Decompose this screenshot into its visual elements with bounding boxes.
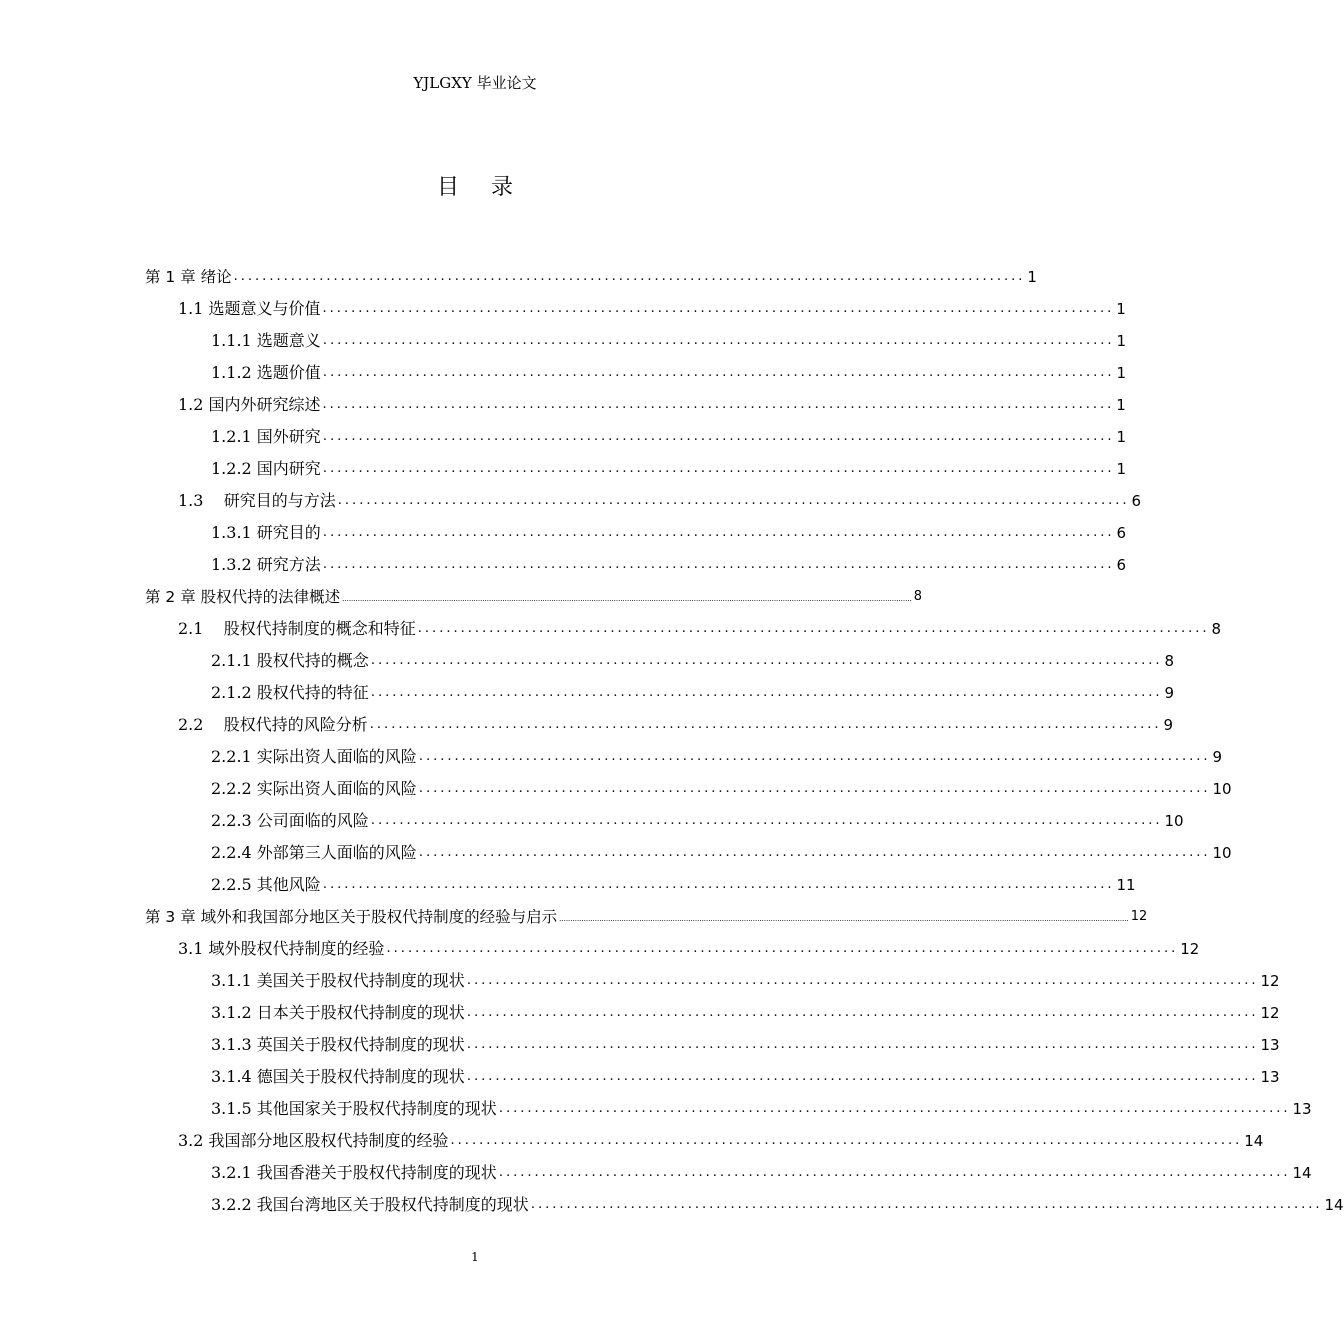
toc-entry-label: 2.1.2 股权代持的特征 bbox=[211, 683, 369, 702]
toc-entry-label: 1.2.1 国外研究 bbox=[211, 427, 321, 446]
toc-entry-2-1-1[interactable] bbox=[211, 641, 1175, 671]
toc-entry-label: 第 1 章 绪论 bbox=[145, 268, 232, 286]
dot-leader: ............................................................................................................... bbox=[386, 941, 1179, 956]
dot-leader: ............................................................................................................... bbox=[450, 1133, 1243, 1148]
toc-entry-2-2[interactable] bbox=[178, 705, 1174, 735]
toc-entry-page: 14 bbox=[1244, 1132, 1264, 1150]
toc-entry-3-1-5[interactable] bbox=[211, 1089, 1312, 1119]
toc-entry-page: 9 bbox=[1212, 748, 1223, 766]
toc-entry-label: 第 3 章 域外和我国部分地区关于股权代持制度的经验与启示 bbox=[145, 908, 558, 926]
toc-entry-page: 1 bbox=[1027, 268, 1037, 286]
toc-entry-1-2-1[interactable] bbox=[211, 417, 1127, 447]
dot-leader: ............................................................................................................... bbox=[418, 845, 1211, 860]
dot-leader: ............................................................................................................... bbox=[322, 525, 1115, 540]
dot-leader: ................................................................................................................................................................................................................................................................ bbox=[342, 595, 912, 603]
dot-leader: ............................................................................................................... bbox=[417, 621, 1210, 636]
toc-entry-label: 1.1.2 选题价值 bbox=[211, 363, 321, 382]
toc-entry-label: 2.2.4 外部第三人面临的风险 bbox=[211, 843, 417, 862]
toc-entry-label: 2.2.2 实际出资人面临的风险 bbox=[211, 779, 417, 798]
toc-entry-page: 1 bbox=[1116, 364, 1127, 382]
toc-entry-page: 11 bbox=[1116, 876, 1136, 894]
toc-entry-page: 12 bbox=[1180, 940, 1200, 958]
dot-leader: ............................................................................................................... bbox=[530, 1197, 1323, 1212]
toc-entry-label: 2.2.3 公司面临的风险 bbox=[211, 811, 369, 830]
toc-entry-page: 1 bbox=[1116, 396, 1126, 414]
toc-entry-page: 13 bbox=[1260, 1036, 1280, 1054]
dot-leader: ............................................................................................................... bbox=[466, 1069, 1259, 1084]
toc-entry-label: 1.3.1 研究目的 bbox=[211, 523, 321, 542]
dot-leader: ............................................................................................................... bbox=[322, 397, 1115, 412]
toc-entry-page: 12 bbox=[1130, 909, 1148, 924]
toc-entry-3-2[interactable] bbox=[178, 1121, 1264, 1151]
toc-entry-2-2-2[interactable] bbox=[211, 769, 1232, 799]
toc-entry-label: 1.1 选题意义与价值 bbox=[178, 299, 321, 318]
toc-entry-label: 3.1.1 美国关于股权代持制度的现状 bbox=[211, 971, 465, 990]
toc-entry-2-1[interactable] bbox=[178, 609, 1222, 639]
toc-entry-page: 13 bbox=[1292, 1100, 1312, 1118]
toc-entry-3-1-3[interactable] bbox=[211, 1025, 1280, 1055]
toc-entry-2-1-2[interactable] bbox=[211, 673, 1175, 703]
dot-leader: ............................................................................................................... bbox=[322, 301, 1115, 316]
toc-entry-page: 1 bbox=[1116, 300, 1126, 318]
toc-entry-1-2[interactable] bbox=[178, 385, 1126, 415]
toc-entry-page: 12 bbox=[1260, 1004, 1280, 1022]
dot-leader: ............................................................................................................... bbox=[322, 461, 1115, 476]
toc-entry-label: 2.1.1 股权代持的概念 bbox=[211, 651, 369, 670]
dot-leader: ............................................................................................................... bbox=[337, 493, 1130, 508]
dot-leader: ............................................................................................................... bbox=[466, 1005, 1259, 1020]
dot-leader: ............................................................................................................... bbox=[498, 1101, 1291, 1116]
toc-entry-label: 3.1 域外股权代持制度的经验 bbox=[178, 939, 385, 958]
dot-leader: ............................................................................................................... bbox=[418, 749, 1211, 764]
toc-entry-chapter-1[interactable] bbox=[145, 257, 1037, 287]
toc-entry-page: 6 bbox=[1131, 492, 1142, 510]
toc-entry-2-2-4[interactable] bbox=[211, 833, 1232, 863]
toc-entry-3-1-2[interactable] bbox=[211, 993, 1280, 1023]
toc-entry-page: 9 bbox=[1164, 684, 1175, 702]
toc-entry-1-2-2[interactable] bbox=[211, 449, 1127, 479]
dot-leader: ............................................................................................................... bbox=[370, 685, 1163, 700]
toc-entry-label: 2.2.1 实际出资人面临的风险 bbox=[211, 747, 417, 766]
toc-entry-chapter-2[interactable] bbox=[145, 577, 923, 607]
toc-entry-1-1-2[interactable] bbox=[211, 353, 1127, 383]
toc-entry-3-2-2[interactable] bbox=[211, 1185, 1344, 1215]
toc-entry-page: 10 bbox=[1212, 844, 1232, 862]
dot-leader: ............................................................................................................... bbox=[466, 973, 1259, 988]
toc-entry-page: 1 bbox=[1116, 460, 1127, 478]
toc-entry-page: 1 bbox=[1116, 332, 1127, 350]
toc-entry-page: 6 bbox=[1116, 524, 1127, 542]
dot-leader: ............................................................................................................... bbox=[418, 781, 1211, 796]
toc-entry-label: 3.1.5 其他国家关于股权代持制度的现状 bbox=[211, 1099, 497, 1118]
toc-entry-label: 1.3.2 研究方法 bbox=[211, 555, 321, 574]
page-title: 目录 bbox=[436, 175, 545, 200]
toc-entry-label: 3.1.2 日本关于股权代持制度的现状 bbox=[211, 1003, 465, 1022]
page-number: 1 bbox=[471, 1250, 479, 1264]
toc-entry-page: 10 bbox=[1212, 780, 1232, 798]
page-header: YJLGXY 毕业论文 bbox=[413, 74, 537, 92]
dot-leader: ............................................................................................................... bbox=[322, 877, 1115, 892]
toc-entry-page: 8 bbox=[913, 589, 923, 604]
toc-entry-page: 1 bbox=[1116, 428, 1127, 446]
toc-entry-label: 1.2 国内外研究综述 bbox=[178, 395, 321, 414]
toc-entry-3-1[interactable] bbox=[178, 929, 1200, 959]
toc-entry-page: 10 bbox=[1164, 812, 1184, 830]
dot-leader: ............................................................................................................... bbox=[498, 1165, 1291, 1180]
toc-entry-page: 14 bbox=[1292, 1164, 1312, 1182]
toc-entry-label: 2.1 股权代持制度的概念和特征 bbox=[178, 619, 416, 638]
dot-leader: ............................................................................................................... bbox=[322, 557, 1115, 572]
toc-entry-page: 9 bbox=[1163, 716, 1174, 734]
dot-leader: ............................................................................................................... bbox=[466, 1037, 1259, 1052]
toc-entry-page: 8 bbox=[1164, 652, 1175, 670]
toc-entry-page: 12 bbox=[1260, 972, 1280, 990]
dot-leader: ............................................................................................................... bbox=[370, 653, 1163, 668]
toc-entry-2-2-3[interactable] bbox=[211, 801, 1184, 831]
toc-entry-1-3-1[interactable] bbox=[211, 513, 1127, 543]
dot-leader: ............................................................................................................... bbox=[233, 269, 1026, 284]
dot-leader: ................................................................................................................................................................................................................................................................ bbox=[559, 915, 1129, 923]
toc-entry-page: 14 bbox=[1324, 1196, 1344, 1214]
toc-entry-page: 13 bbox=[1260, 1068, 1280, 1086]
toc-entry-1-3[interactable] bbox=[178, 481, 1142, 511]
toc-entry-chapter-3[interactable] bbox=[145, 897, 1148, 927]
toc-entry-label: 1.2.2 国内研究 bbox=[211, 459, 321, 478]
toc-entry-label: 3.2.2 我国台湾地区关于股权代持制度的现状 bbox=[211, 1195, 529, 1214]
toc-entry-label: 3.2 我国部分地区股权代持制度的经验 bbox=[178, 1131, 449, 1150]
toc-entry-1-1-1[interactable] bbox=[211, 321, 1127, 351]
toc-entry-1-3-2[interactable] bbox=[211, 545, 1127, 575]
toc-entry-1-1[interactable] bbox=[178, 289, 1126, 319]
dot-leader: ............................................................................................................... bbox=[369, 717, 1162, 732]
toc-entry-label: 第 2 章 股权代持的法律概述 bbox=[145, 588, 341, 606]
toc-entry-label: 1.1.1 选题意义 bbox=[211, 331, 321, 350]
toc-entry-page: 6 bbox=[1116, 556, 1127, 574]
dot-leader: ............................................................................................................... bbox=[370, 813, 1163, 828]
dot-leader: ............................................................................................................... bbox=[322, 333, 1115, 348]
dot-leader: ............................................................................................................... bbox=[322, 429, 1115, 444]
toc-entry-label: 2.2 股权代持的风险分析 bbox=[178, 715, 368, 734]
toc-entry-label: 1.3 研究目的与方法 bbox=[178, 491, 336, 510]
toc-entry-3-2-1[interactable] bbox=[211, 1153, 1312, 1183]
toc-entry-label: 3.1.3 英国关于股权代持制度的现状 bbox=[211, 1035, 465, 1054]
toc-entry-label: 3.2.1 我国香港关于股权代持制度的现状 bbox=[211, 1163, 497, 1182]
toc-entry-3-1-1[interactable] bbox=[211, 961, 1280, 991]
toc-entry-2-2-1[interactable] bbox=[211, 737, 1223, 767]
toc-entry-2-2-5[interactable] bbox=[211, 865, 1136, 895]
toc-entry-label: 3.1.4 德国关于股权代持制度的现状 bbox=[211, 1067, 465, 1086]
toc-entry-3-1-4[interactable] bbox=[211, 1057, 1280, 1087]
toc-entry-page: 8 bbox=[1211, 620, 1222, 638]
toc-entry-label: 2.2.5 其他风险 bbox=[211, 875, 321, 894]
dot-leader: ............................................................................................................... bbox=[322, 365, 1115, 380]
